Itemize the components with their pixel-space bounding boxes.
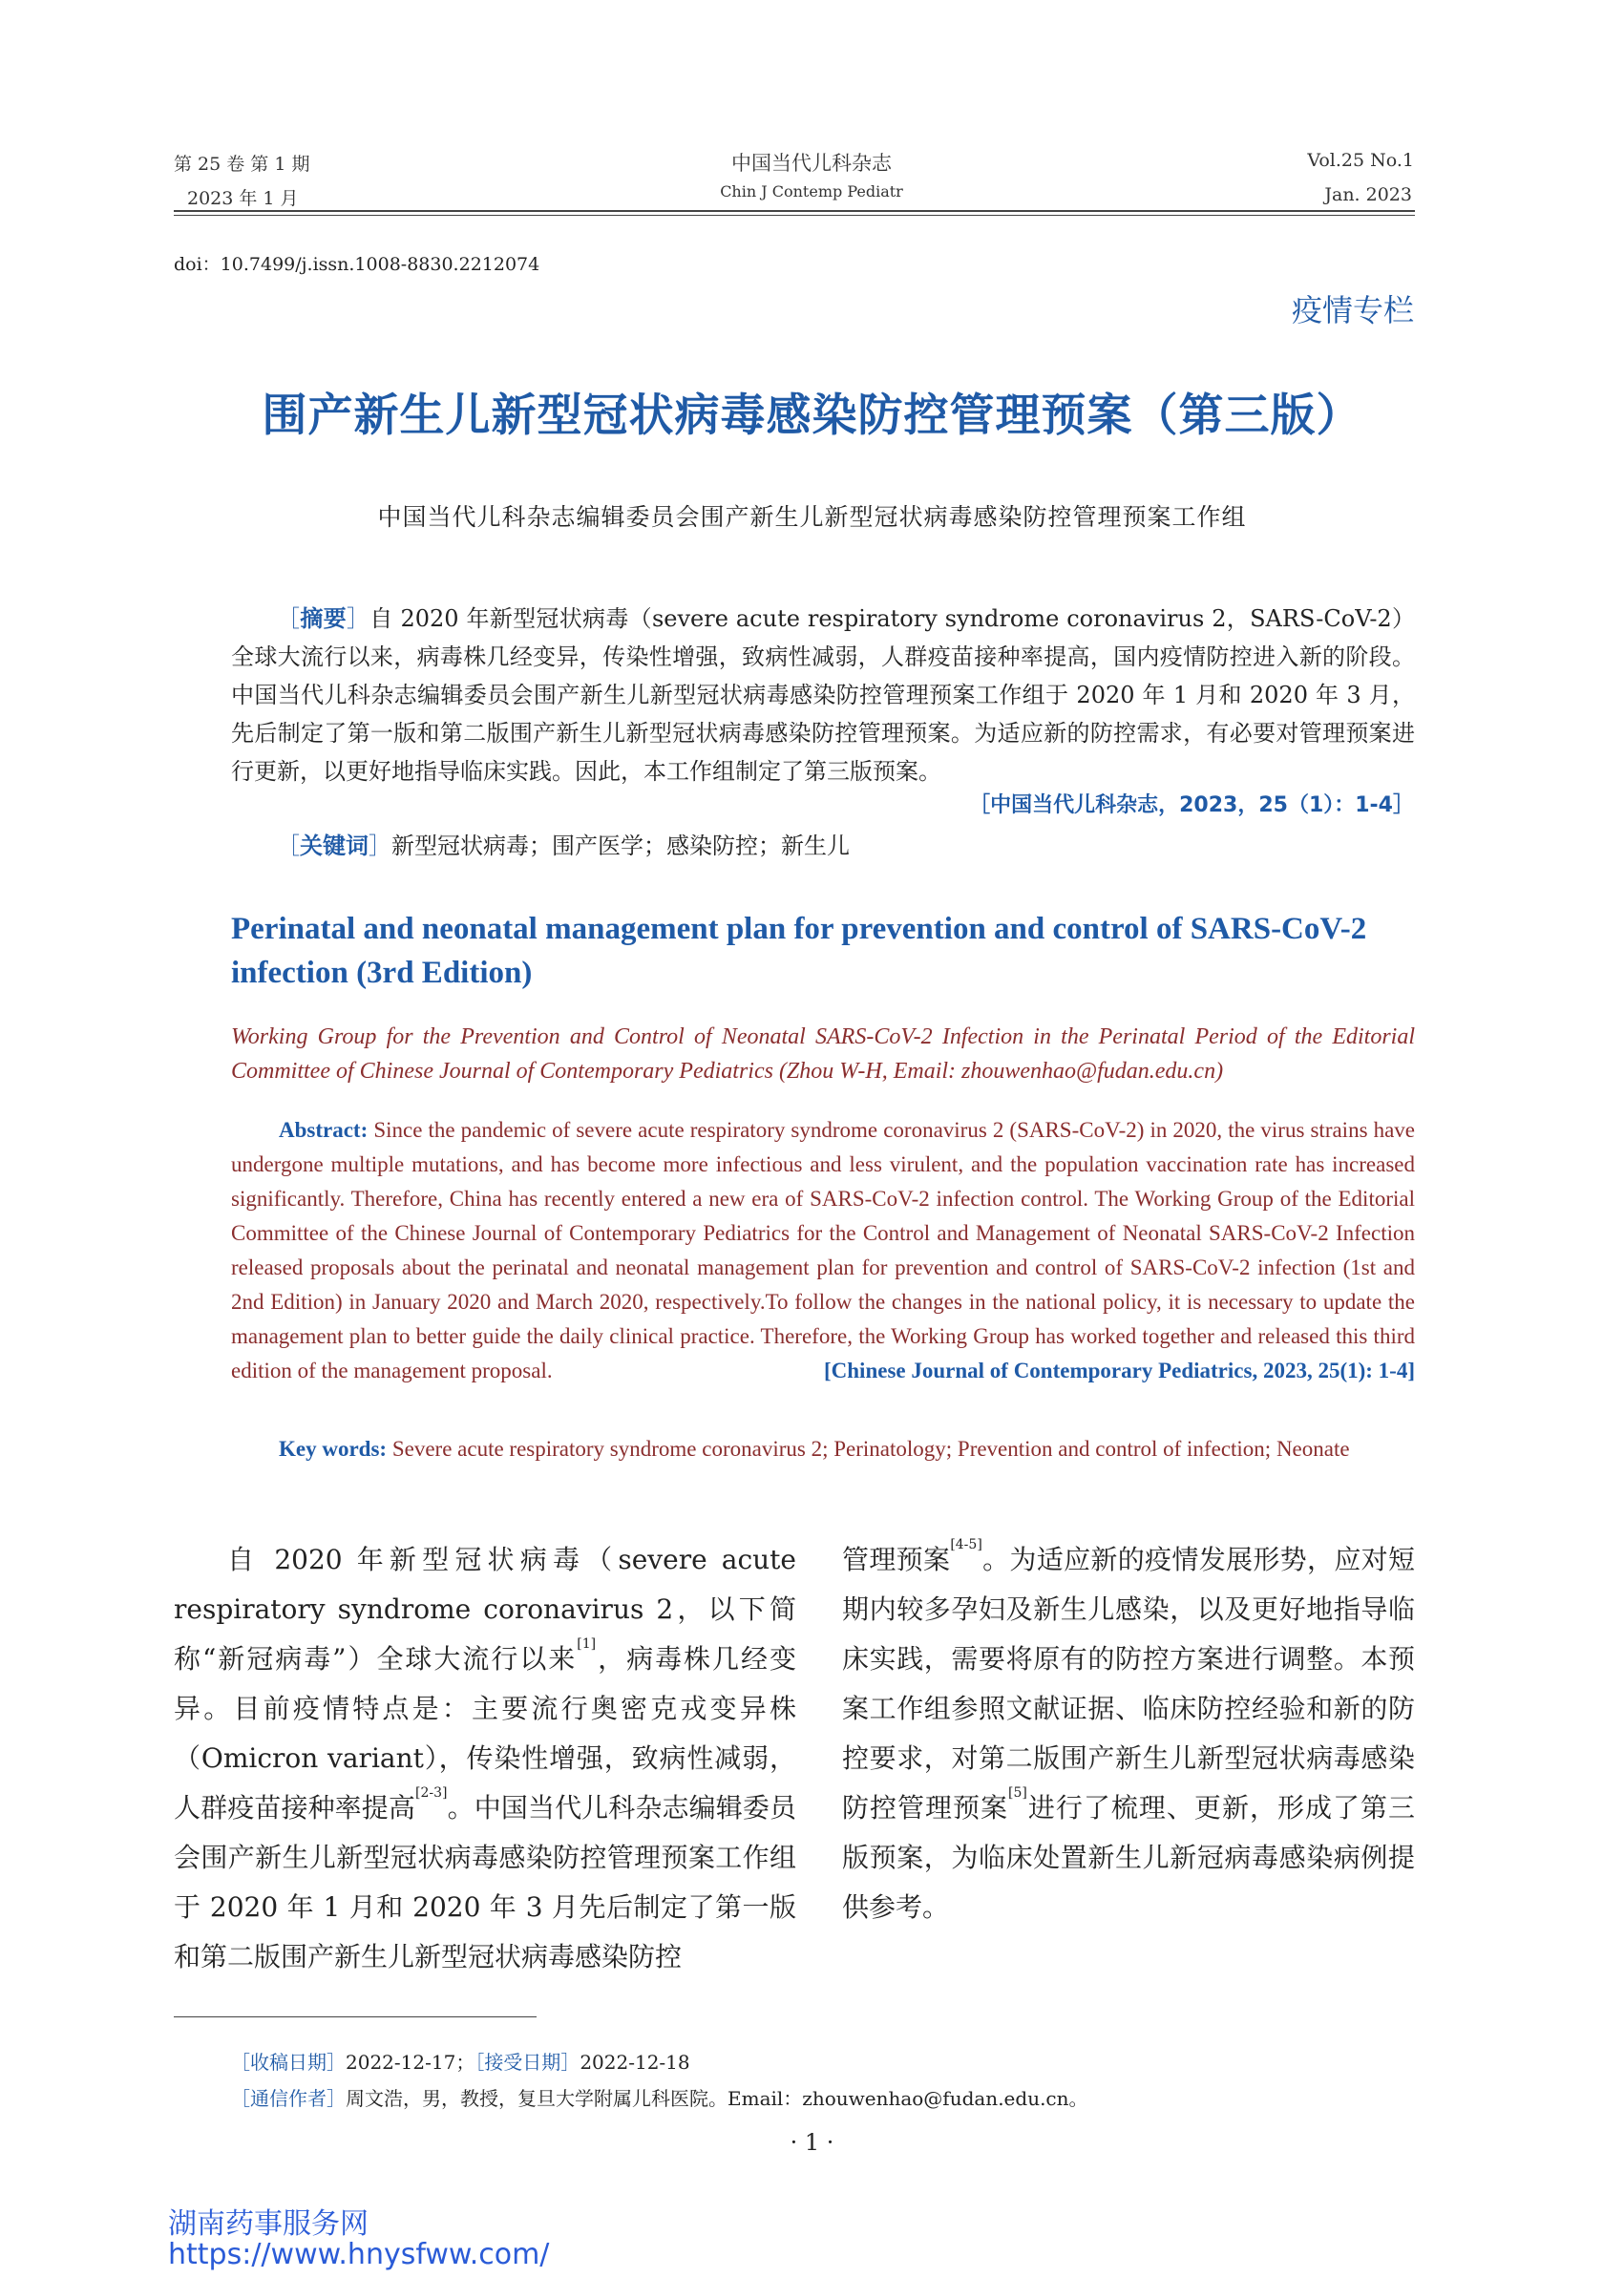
accepted-label: 接受日期: [484, 2051, 561, 2074]
accepted-date: 2022-12-18: [580, 2051, 690, 2074]
body-right-p1: 管理预案: [842, 1544, 951, 1575]
body-right-p2: 。为适应新的疫情发展形势，应对短期内较多孕妇及新生儿感染，以及更好地指导临床实践，需要将原有的防控方案进行调整。本预案工作组参照文献证据、临床防控经验和新的防控要求，对第二版围产新生儿新型冠状病毒感染防控管理预案: [842, 1544, 1415, 1824]
citation-ref-2-3: [2-3]: [415, 1785, 448, 1801]
abstract-cn-label: ［摘要］: [277, 605, 370, 632]
keywords-cn: [277, 827, 850, 865]
header-date-en: Jan. 2023: [1324, 184, 1412, 205]
authors-en: Working Group for the Prevention and Control of Neonatal SARS-CoV-2 Infection in the Perinatal Period of the Editorial Committee of Chinese Journal of Contemporary Pediatrics (Zhou W-H, Email: zhouwenhao@fudan.edu.cn): [231, 1024, 1415, 1084]
footnote-corresponding: ［通信作者］周文浩，男，教授，复旦大学附属儿科医院。Email：zhouwenhao@fudan.edu.cn。: [231, 2087, 1088, 2110]
page-number: · 1 ·: [790, 2129, 834, 2156]
body-left-p3: 。中国当代儿科杂志编辑委员会围产新生儿新型冠状病毒感染防控管理预案工作组于 2020 年 1 月和 2020 年 3 月先后制定了第一版和第二版围产新生儿新型冠状病毒感染防控: [174, 1792, 796, 1972]
body-left-p1: 自 2020 年新型冠状病毒（severe acute respiratory syndrome coronavirus 2，以下简称“新冠病毒”）全球大流行以来: [174, 1544, 796, 1675]
corresponding-label: 通信作者: [250, 2087, 327, 2110]
citation-ref-4-5: [4-5]: [950, 1537, 982, 1552]
header-vol-en: Vol.25 No.1: [1307, 150, 1414, 171]
abstract-cn-citation: ［中国当代儿科杂志，2023，25（1）：1-4］: [969, 793, 1414, 817]
abstract-en: [231, 1113, 1415, 1388]
keywords-en-label: Key words:: [279, 1437, 388, 1461]
corresponding-author: 周文浩，男，教授，复旦大学附属儿科医院。Email：zhouwenhao@fudan.edu.cn。: [346, 2087, 1088, 2110]
header-volume: 第 25 卷 第 1 期: [174, 154, 310, 175]
body-left-p2: ，病毒株几经变异。目前疫情特点是：主要流行奥密克戎变异株（Omicron variant），传染性增强，致病性减弱，人群疫苗接种率提高: [174, 1643, 796, 1824]
footnote-rule: [174, 2016, 537, 2017]
received-date: 2022-12-17: [346, 2051, 456, 2074]
article-title-en: Perinatal and neonatal management plan for prevention and control of SARS-CoV-2 infection (3rd Edition): [231, 912, 1367, 990]
header-date: 2023 年 1 月: [187, 188, 299, 209]
keywords-cn-text: 新型冠状病毒；围产医学；感染防控；新生儿: [391, 833, 850, 859]
header-rule-thin: [174, 215, 1415, 216]
header-journal-en: Chin J Contemp Pediatr: [720, 182, 903, 200]
abstract-cn: [231, 600, 1415, 791]
doi: doi：10.7499/j.issn.1008-8830.2212074: [174, 254, 540, 275]
keywords-cn-label: ［关键词］: [277, 833, 391, 859]
abstract-cn-text: 自 2020 年新型冠状病毒（severe acute respiratory syndrome coronavirus 2，SARS-CoV-2）全球大流行以来，病毒株几经变异，传染性增强，致病性减弱，人群疫苗接种率提高，国内疫情防控进入新的阶段。中国当代儿科杂志编辑委员会围产新生儿新型冠状病毒感染防控管理预案工作组于 2020 年 1 月和 2020 年 3 月，先后制定了第一版和第二版围产新生儿新型冠状病毒感染防控管理预案。为适应新的防控需求，有必要对管理预案进行更新，以更好地指导临床实践。因此，本工作组制定了第三版预案。: [231, 605, 1416, 785]
keywords-en: [231, 1432, 1415, 1466]
header-rule: [174, 210, 1415, 212]
abstract-en-label: Abstract:: [279, 1118, 369, 1142]
header-journal-cn: 中国当代儿科杂志: [731, 152, 892, 175]
body-right-column: [842, 1535, 1415, 1932]
received-label: 收稿日期: [250, 2051, 327, 2074]
article-title-cn: 围产新生儿新型冠状病毒感染防控管理预案（第三版）: [262, 390, 1362, 442]
citation-ref-1: [1]: [577, 1636, 597, 1652]
body-left-column: [174, 1535, 796, 1982]
column-label: 疫情专栏: [1291, 292, 1414, 328]
watermark-url[interactable]: https://www.hnysfww.com/: [168, 2238, 550, 2271]
keywords-en-text: Severe acute respiratory syndrome coronavirus 2; Perinatology; Prevention and control of infection; Neonate: [391, 1437, 1350, 1461]
abstract-en-citation: [Chinese Journal of Contemporary Pediatrics, 2023, 25(1): 1-4]: [824, 1359, 1415, 1382]
authors-cn: 中国当代儿科杂志编辑委员会围产新生儿新型冠状病毒感染防控管理预案工作组: [377, 503, 1247, 531]
watermark-name: 湖南药事服务网: [168, 2207, 369, 2241]
footnote-dates: ［收稿日期］2022-12-17；［接受日期］2022-12-18: [231, 2051, 690, 2074]
citation-ref-5: [5]: [1008, 1785, 1027, 1801]
body-right-p3: 进行了梳理、更新，形成了第三版预案，为临床处置新生儿新冠病毒感染病例提供参考。: [842, 1792, 1415, 1923]
abstract-en-text: Since the pandemic of severe acute respiratory syndrome coronavirus 2 (SARS-CoV-2) in 2020, the virus strains have undergone multiple mutations, and has become more infectious and less virulent, and the population vaccination rate has increased significantly. Therefore, China has recently entered a new era of SARS-CoV-2 infection control. The Working Group of the Editorial Committee of the Chinese Journal of Contemporary Pediatrics for the Control and Management of Neonatal SARS-CoV-2 Infection released proposals about the perinatal and neonatal management plan for prevention and control of SARS-CoV-2 infection (1st and 2nd Edition) in January 2020 and March 2020, respectively.To follow the changes in the national policy, it is necessary to update the management plan to better guide the daily clinical practice. Therefore, the Working Group has worked together and released this third edition of the management proposal.: [231, 1118, 1416, 1382]
